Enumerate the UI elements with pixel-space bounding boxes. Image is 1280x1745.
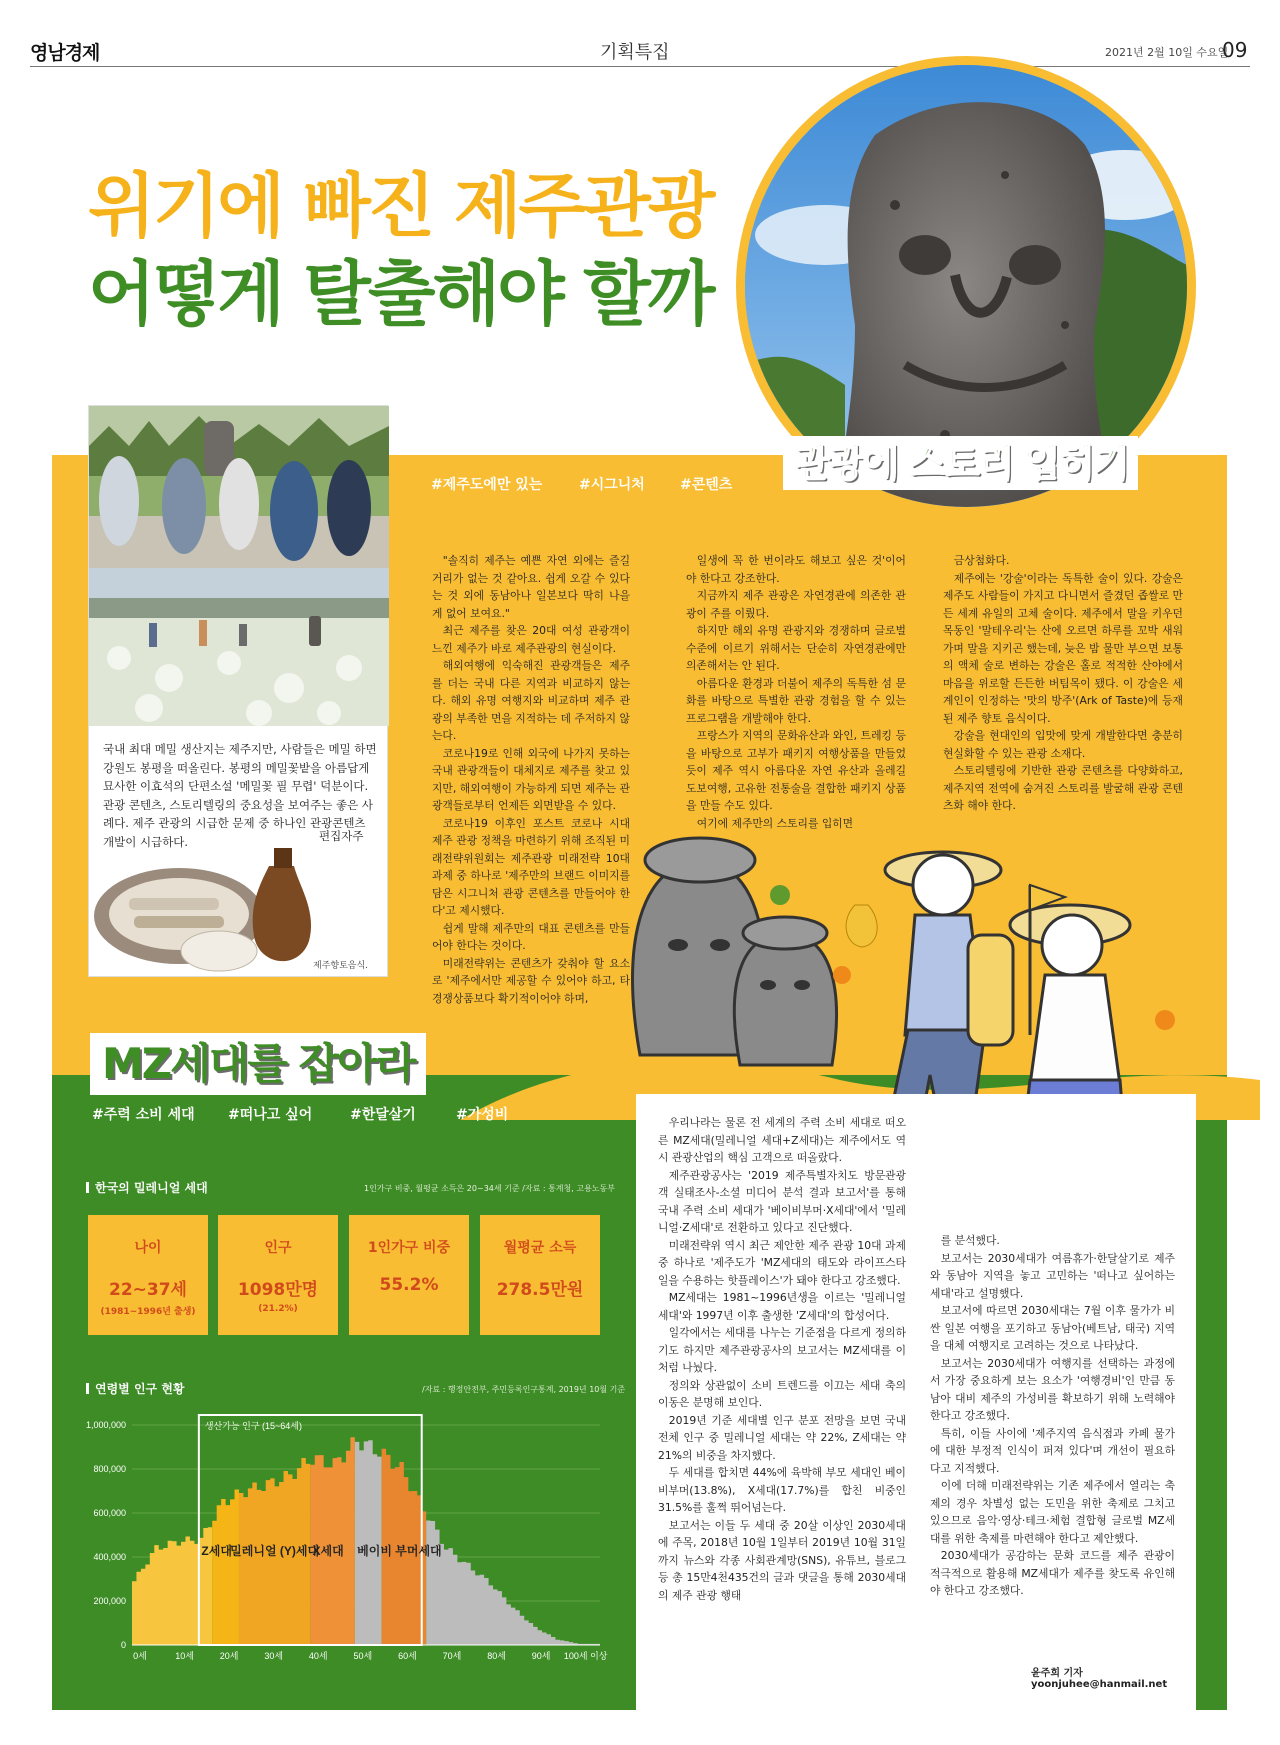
article-paragraph: 제주에는 '강술'이라는 독특한 술이 있다. 강술은 제주도 사람들이 가지고 다니면서 즐겼던 좁쌀로 만든 세계 유일의 고체 술이다. 제주에서 말을 키우던 목동인 '말테우리'는 산에 오르면 하루를 꼬박 새워가며 말을 지키곤 했는데, 늦은 밤 물만 부으면 보통의 액체 술로 변하는 강술은 홀로 적적한 산야에서 마음을 위로할 든든한 버팀목이 됐다. 이 강술은 세계인이 인정하는 '맛의 방주'(Ark of Taste)에 등재된 제주 향토 음식이다.	[943, 571, 1183, 725]
article-paragraph: 를 분석했다.	[940, 1234, 1000, 1247]
x-tick-label: 50세	[353, 1651, 373, 1661]
chart-title: 연령별 인구 현황	[86, 1380, 185, 1397]
x-tick-label: 60세	[398, 1651, 417, 1661]
article-paragraph: 하지만 해외 유명 관광지와 경쟁하며 글로벌 수준에 이르기 위해서는 단순히 자연경관에만 의존해서는 안 된다.	[686, 624, 906, 672]
x-tick-label: 40세	[308, 1651, 328, 1661]
article-paragraph: 코로나19 이후인 포스트 코로나 시대 제주 관광 정책을 마련하기 위해 조직된 미래전략위원회는 제주관광 미래전략 10대 과제 중 하나로 '제주만의 브랜드 이미지를 담은 시그니처 관광 콘텐츠를 만들어야 한다'고 제시했다.	[432, 816, 630, 917]
x-tick-label: 90세	[531, 1651, 551, 1661]
photo-frame	[88, 405, 388, 977]
stat-label: 인구	[264, 1240, 292, 1256]
x-tick-label: 70세	[442, 1651, 462, 1661]
stat-value: 278.5만원	[496, 1280, 584, 1300]
population-chart	[72, 1405, 612, 1680]
chart-area-segment	[355, 1440, 382, 1645]
tourists-photo	[89, 406, 389, 568]
x-tick-label: 100세 이상	[563, 1651, 608, 1661]
stats-note: 1인가구 비중, 월평균 소득은 20~34세 기준 /자료 : 통계청, 고용노동부	[364, 1184, 615, 1193]
y-tick-label: 1,000,000	[85, 1420, 126, 1430]
article-paragraph: 2019년 기준 세대별 인구 분포 전망을 보면 국내 전체 인구 중 밀레니얼 세대는 약 22%, Z세대는 약 21%의 비중을 차지했다.	[658, 1413, 906, 1462]
article-paragraph: 보고서는 2030세대가 여행지를 선택하는 과정에서 가장 중요하게 보는 요소가 '여행경비'인 만큼 동남아 대비 제주의 가성비를 확보하기 위해 노력해야 한다고 강조했다.	[930, 1356, 1175, 1422]
stat-value: 1098만명	[237, 1280, 319, 1300]
article-paragraph: 스토리텔링에 기반한 관광 콘텐츠를 다양화하고, 제주지역 전역에 숨겨진 스토리를 발굴해 관광 콘텐츠화 해야 한다.	[943, 764, 1183, 812]
buckwheat-field-photo	[89, 568, 389, 726]
headline-line-2: 어떻게 탈출해야 할까	[88, 253, 713, 335]
stat-note: (21.2%)	[258, 1304, 298, 1314]
stat-value: 55.2%	[379, 1275, 439, 1295]
x-tick-label: 80세	[487, 1651, 506, 1661]
mz-article-column-1	[658, 1114, 906, 1604]
stat-card-single-household	[349, 1215, 469, 1335]
generation-label: Z세대	[201, 1544, 232, 1558]
article-paragraph: 최근 제주를 찾은 20대 여성 관광객이 느낀 제주가 바로 제주관광의 현실이다.	[432, 624, 630, 655]
article-paragraph: 보고서에 따르면 2030세대는 7월 이후 물가가 비싼 일본 여행을 포기하고 동남아(베트남, 태국) 지역을 대체 여행지로 고려하는 것으로 나타났다.	[930, 1304, 1175, 1352]
section-banner-story: 관광에 스토리 입히기	[783, 436, 1138, 490]
hashtag-7: #가성비	[456, 1107, 509, 1123]
article-paragraph: 2030세대가 공감하는 문화 코드를 제주 관광이 적극적으로 활용해 MZ세대가 제주를 찾도록 유인해야 한다고 강조했다.	[930, 1549, 1175, 1597]
article-paragraph: 쉽게 말해 제주만의 대표 콘텐츠를 만들어야 한다는 것이다.	[432, 921, 630, 952]
generation-label: 베이비 부머세대	[357, 1544, 442, 1558]
article-paragraph: 아름다운 환경과 더불어 제주의 독특한 섬 문화를 바탕으로 특별한 관광 경험을 할 수 있는 프로그램을 개발해야 한다.	[686, 676, 906, 725]
section-banner-mz: MZ세대를 잡아라	[90, 1033, 426, 1095]
generation-label: 밀레니얼 (Y)세대	[230, 1544, 320, 1558]
article-paragraph: 지금까지 제주 관광은 자연경관에 의존한 관광이 주를 이뤘다.	[686, 589, 906, 620]
publication-date: 2021년 2월 10일 수요일	[1105, 46, 1229, 59]
byline: 윤주희 기자 yoonjuhee@hanmail.net	[1031, 1668, 1168, 1690]
food-caption: 제주향토음식.	[313, 961, 369, 971]
article-paragraph: 일각에서는 세대를 나누는 기준점을 다르게 정의하기도 하지만 제주관광공사의 보고서는 MZ세대를 이처럼 나눴다.	[658, 1326, 906, 1374]
stat-note: (1981~1996년 출생)	[100, 1307, 196, 1317]
article-paragraph: 두 세대를 합치면 44%에 육박해 부모 세대인 베이비부머(13.8%), X세대(17.7%)를 합친 비중인 31.5%를 훌쩍 뛰어넘는다.	[658, 1466, 906, 1514]
caption-credit: 편집자주	[319, 829, 364, 843]
x-tick-label: 10세	[175, 1651, 194, 1661]
article-paragraph: 여기에 제주만의 스토리를 입히면	[696, 816, 854, 830]
stat-card-age	[88, 1215, 208, 1335]
mz-article-box	[636, 1094, 1196, 1714]
headline-line-1: 위기에 빠진 제주관광	[88, 165, 713, 247]
section-title: 기획특집	[600, 42, 670, 63]
generation-label: X세대	[312, 1544, 344, 1558]
article-paragraph: 우리나라는 물론 전 세계의 주력 소비 세대로 떠오른 MZ세대(밀레니얼 세대+Z세대)는 제주에서도 역시 관광산업의 핵심 고객으로 떠올랐다.	[658, 1116, 906, 1164]
hashtag-1: #제주도에만 있는	[431, 477, 543, 493]
working-age-label: 생산가능 인구 (15~64세)	[204, 1421, 302, 1431]
stat-card-population	[218, 1215, 338, 1335]
chart-area-segment	[426, 1521, 600, 1645]
hashtag-3: #콘텐츠	[680, 477, 733, 493]
stats-title: 한국의 밀레니얼 세대	[86, 1179, 208, 1196]
article-paragraph: 금상첨화다.	[953, 554, 1010, 567]
y-tick-label: 600,000	[93, 1508, 126, 1518]
y-tick-label: 200,000	[93, 1596, 126, 1606]
stat-card-income	[480, 1215, 600, 1335]
article-paragraph: 일생에 꼭 한 번이라도 해보고 싶은 것'이어야 한다고 강조한다.	[686, 554, 906, 585]
mz-article-column-2	[930, 1232, 1175, 1600]
article-column-1	[432, 552, 630, 1007]
hashtag-2: #시그니처	[579, 477, 645, 493]
article-paragraph: 해외여행에 익숙해진 관광객들은 제주를 더는 국내 다른 지역과 비교하지 않는다. 해외 유명 여행지와 비교하며 제주 관광의 부족한 면을 지적하는 데 주저하지 않는다.	[432, 659, 630, 742]
x-tick-label: 0세	[133, 1651, 147, 1661]
article-paragraph: MZ세대는 1981~1996년생을 이르는 '밀레니얼 세대'와 1997년 이후 출생한 'Z세대'의 합성어다.	[658, 1291, 906, 1322]
chart-source: /자료 : 행정안전부, 주민등록인구통계, 2019년 10월 기준	[422, 1385, 626, 1394]
photo-caption: 국내 최대 메밀 생산지는 제주지만, 사람들은 메밀 하면 강원도 봉평을 떠올린다. 봉평의 메밀꽃밭을 아름답게 묘사한 이효석의 단편소설 '메밀꽃 필 무렵' 덕분이다. 관광 콘텐츠, 스토리텔링의 중요성을 보여주는 좋은 사례다. 제주 관광의 시급한 문제 중 하나인 관광콘텐츠 개발이 시급하다.	[103, 742, 377, 849]
y-tick-label: 400,000	[93, 1552, 126, 1562]
x-tick-label: 30세	[264, 1651, 284, 1661]
article-paragraph: 보고서는 이들 두 세대 중 20살 이상인 2030세대에 주목, 2018년 10월 1일부터 2019년 10월 31일까지 뉴스와 각종 사회관계망(SNS), 유튜브, 블로그 등 총 15만4천435건의 글과 댓글을 통해 2030세대의 제주 관광 행태	[658, 1518, 906, 1602]
article-paragraph: "솔직히 제주는 예쁜 자연 외에는 즐길 거리가 없는 것 같아요. 쉽게 오갈 수 있다는 것 외에 동남아나 일본보다 딱히 나을 게 없어 보여요."	[432, 554, 630, 620]
stat-label: 나이	[134, 1240, 162, 1256]
article-paragraph: 이에 더해 미래전략위는 기존 제주에서 열리는 축제의 경우 차별성 없는 도민을 위한 축제로 그치고 있으므로 음악·영상·테크·체험 결합형 글로벌 MZ세대를 위한 축제를 마련해야 한다고 제안했다.	[930, 1479, 1175, 1545]
chart-area-segment	[132, 1527, 212, 1645]
header-rule	[30, 66, 1250, 67]
article-paragraph: 특히, 이들 사이에 '제주지역 음식점과 카페 물가에 대한 부정적 인식이 퍼져 있다'며 개선이 필요하다고 지적했다.	[930, 1426, 1175, 1475]
stat-label: 월평균 소득	[503, 1240, 577, 1256]
page-number: 09	[1222, 38, 1248, 62]
article-paragraph: 코로나19로 인해 외국에 나가지 못하는 국내 관광객들이 대체지로 제주를 찾고 있지만, 해외여행이 가능하게 되면 제주는 관광객들로부터 언제든 외면받을 수 있다.	[432, 746, 630, 812]
chart-area-segment	[310, 1437, 355, 1645]
food-photo	[89, 846, 389, 976]
masthead: 영남경제	[30, 42, 100, 64]
y-tick-label: 800,000	[93, 1464, 126, 1474]
article-column-2	[686, 552, 906, 832]
stat-value: 22~37세	[109, 1280, 187, 1300]
article-paragraph: 제주관광공사는 '2019 제주특별자치도 방문관광객 실태조사-소셜 미디어 분석 결과 보고서'를 통해 국내 주력 소비 세대가 '베이비부머·X세대'에서 '밀레니얼·Z세대'로 전환하고 있다고 진단했다.	[658, 1168, 906, 1234]
hashtag-6: #한달살기	[350, 1107, 416, 1123]
article-paragraph: 미래전략위는 콘텐츠가 갖춰야 할 요소로 '제주에서만 제공할 수 있어야 하고, 타 경쟁상품보다 확기적이어야 하며,	[432, 956, 630, 1005]
hashtag-4: #주력 소비 세대	[92, 1107, 195, 1123]
article-column-3	[943, 552, 1183, 815]
stat-label: 1인가구 비중	[367, 1240, 451, 1256]
article-paragraph: 정의와 상관없이 소비 트렌드를 이끄는 세대 축의 이동은 분명해 보인다.	[658, 1378, 906, 1409]
y-tick-label: 0	[120, 1640, 126, 1650]
article-paragraph: 보고서는 2030세대가 여름휴가·한달살기로 제주와 동남아 지역을 놓고 고민하는 '떠나고 싶어하는 세대'라고 설명했다.	[930, 1251, 1175, 1300]
hashtag-5: #떠나고 싶어	[228, 1107, 313, 1123]
article-paragraph: 프랑스가 지역의 문화유산과 와인, 트레킹 등을 바탕으로 고부가 패키지 여행상품을 만들었듯이 제주 역시 아름다운 자연 유산과 올레길 도보여행, 고유한 전통술을 결합한 패키지 상품을 만들 수도 있다.	[686, 729, 906, 812]
x-tick-label: 20세	[219, 1651, 239, 1661]
article-paragraph: 강술을 현대인의 입맛에 맞게 개발한다면 충분히 현실화할 수 있는 관광 소재다.	[943, 729, 1183, 760]
article-paragraph: 미래전략위 역시 최근 제안한 제주 관광 10대 과제 중 하나로 '제주도가 'MZ세대의 태도와 라이프스타일을 수용하는 핫플레이스'가 돼야 한다고 강조했다.	[658, 1238, 906, 1287]
